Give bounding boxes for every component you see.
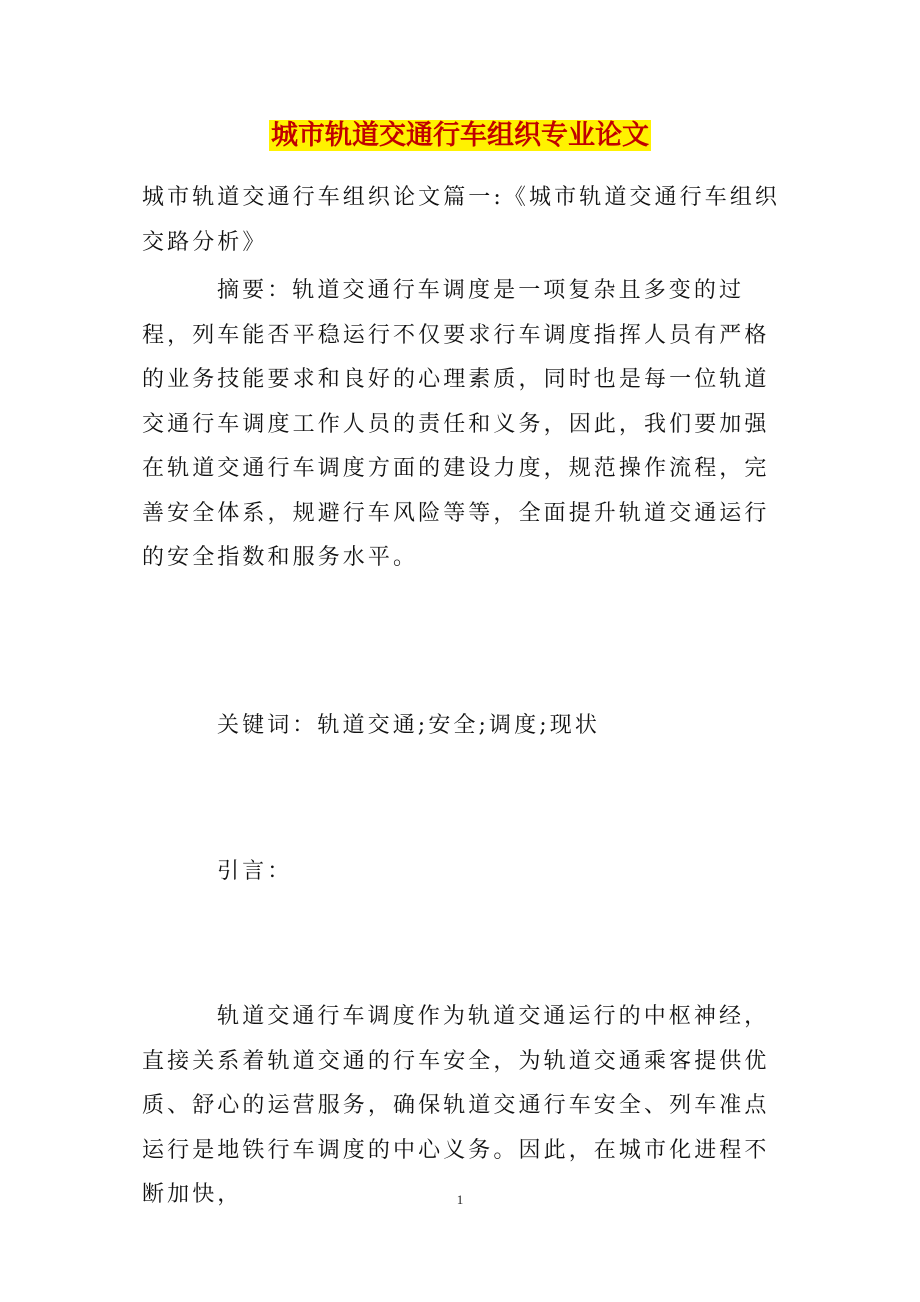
document-title-text: 城市轨道交通行车组织专业论文 [271, 120, 649, 151]
introduction-heading: 引言： [217, 859, 293, 884]
page-number: 1 [456, 1192, 464, 1207]
keywords-line: 关键词：轨道交通;安全;调度;现状 [217, 713, 600, 738]
introduction-paragraph: 轨道交通行车调度作为轨道交通运行的中枢神经，直接关系着轨道交通的行车安全，为轨道交通乘客提供优质、舒心的运营服务，确保轨道交通行车安全、列车准点运行是地铁行车调度的中心义务。因此，在城市化进程不断加快， [142, 1004, 770, 1207]
abstract-paragraph: 摘要：轨道交通行车调度是一项复杂且多变的过程，列车能否平稳运行不仅要求行车调度指挥人员有严格的业务技能要求和良好的心理素质，同时也是每一位轨道交通行车调度工作人员的责任和义务，因此，我们要加强在轨道交通行车调度方面的建设力度，规范操作流程，完善安全体系，规避行车风险等等，全面提升轨道交通运行的安全指数和服务水平。 [142, 278, 770, 570]
document-title [0, 116, 920, 156]
article-subtitle: 城市轨道交通行车组织论文篇一:《城市轨道交通行车组织交路分析》 [142, 185, 781, 255]
